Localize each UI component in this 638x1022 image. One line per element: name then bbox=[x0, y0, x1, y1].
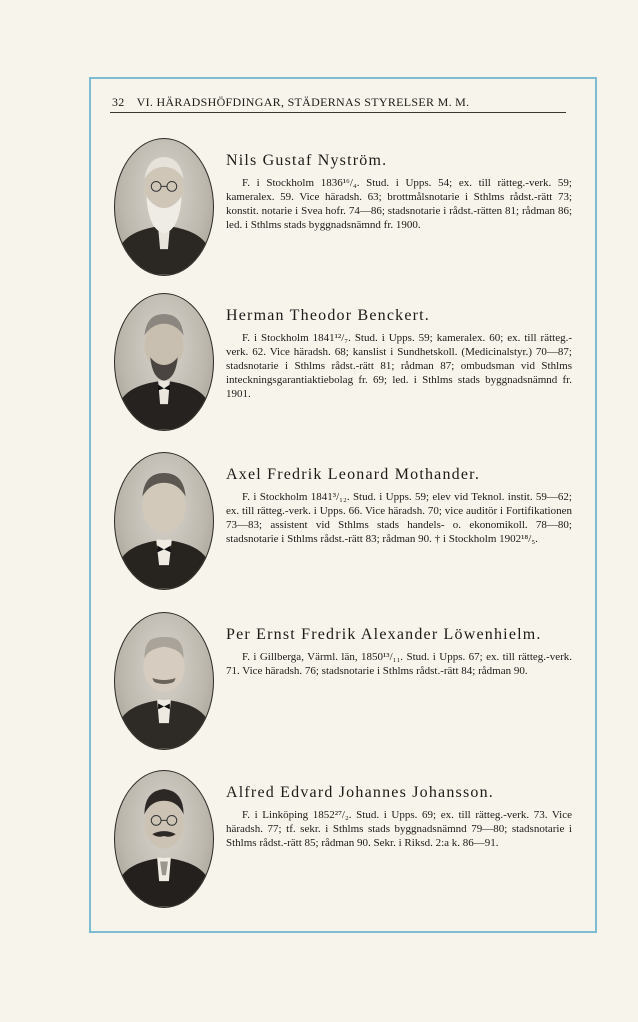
person-name: Per Ernst Fredrik Alexander Löwenhielm. bbox=[226, 626, 542, 643]
portrait-figure-icon bbox=[115, 771, 213, 907]
person-name: Herman Theodor Benckert. bbox=[226, 307, 430, 324]
portrait-photo bbox=[114, 293, 214, 431]
biography-entry bbox=[110, 293, 570, 433]
portrait-figure-icon bbox=[115, 294, 213, 430]
header-rule bbox=[110, 112, 566, 113]
portrait-photo bbox=[114, 770, 214, 908]
portrait-figure-icon bbox=[115, 613, 213, 749]
biography-entry bbox=[110, 612, 570, 752]
biography-text: F. i Stockholm 1836¹⁶/₄. Stud. i Upps. 54; ex. till rätteg.-verk. 59; kameralex. 59. Vice häradsh. 63; brottmålsnotarie i Sthlms rådst.-rätt 73; konstit. notarie i Svea hofr. 74—86; stadsnotarie i rådst.-rätten 81; rådman 86; led. i Sthlms stads byggnadsnämnd fr. 1900. bbox=[226, 177, 572, 231]
page-number: 32 bbox=[112, 95, 125, 109]
person-name: Alfred Edvard Johannes Johansson. bbox=[226, 784, 494, 801]
portrait-photo bbox=[114, 612, 214, 750]
biography-text: F. i Stockholm 1841¹²/₇. Stud. i Upps. 59; kameralex. 60; ex. till rätteg.-verk. 62. Vice häradsh. 68; kanslist i Sundhetskoll. (Medicinalstyr.) 70—87; stadsnotarie i Sthlms rådst.-rätt 81; rådman 87; ombudsman vid Sthlms inteckningsgarantiaktiebolag fr. 69; led. i Sthlms stads byggnadsnämnd fr. 1901. bbox=[226, 332, 572, 400]
biography-text: F. i Linköping 1852²⁷/₂. Stud. i Upps. 69; ex. till rätteg.-verk. 73. Vice häradsh. 77; tf. sekr. i Sthlms stads byggnadsnämnd 79—80; stadsnotarie i Sthlms rådst.-rätt 85; rådman 90. Sekr. i Riksd. 2:a k. 86—91. bbox=[226, 809, 572, 849]
portrait-figure-icon bbox=[115, 453, 213, 589]
portrait-figure-icon bbox=[115, 139, 213, 275]
biography-entry bbox=[110, 452, 570, 592]
biography-entry bbox=[110, 138, 570, 278]
running-header bbox=[112, 95, 566, 110]
biography-text: F. i Stockholm 1841³/₁₂. Stud. i Upps. 59; elev vid Teknol. instit. 59—62; ex. till rätteg.-verk. i Upps. 66. Vice häradsh. 70; vice auditör i Fortifikationen 73—83; assistent vid Sthlms stads handels- o. ekonomikoll. 78—80; stadsnotarie i Sthlms rådst.-rätt 83; rådman 90. † i Stockholm 1902¹⁸/₅. bbox=[226, 491, 572, 545]
person-name: Nils Gustaf Nyström. bbox=[226, 152, 388, 169]
chapter-title: VI. HÄRADSHÖFDINGAR, STÄDERNAS STYRELSER M. M. bbox=[136, 95, 470, 109]
person-name: Axel Fredrik Leonard Mothander. bbox=[226, 466, 481, 483]
biography-entry bbox=[110, 770, 570, 910]
portrait-photo bbox=[114, 138, 214, 276]
biography-text: F. i Gillberga, Värml. län, 1850¹³/₁₁. Stud. i Upps. 67; ex. till rätteg.-verk. 71. Vice häradsh. 76; stadsnotarie i Sthlms rådst.-rätt 84; rådman 90. bbox=[226, 651, 572, 677]
portrait-photo bbox=[114, 452, 214, 590]
